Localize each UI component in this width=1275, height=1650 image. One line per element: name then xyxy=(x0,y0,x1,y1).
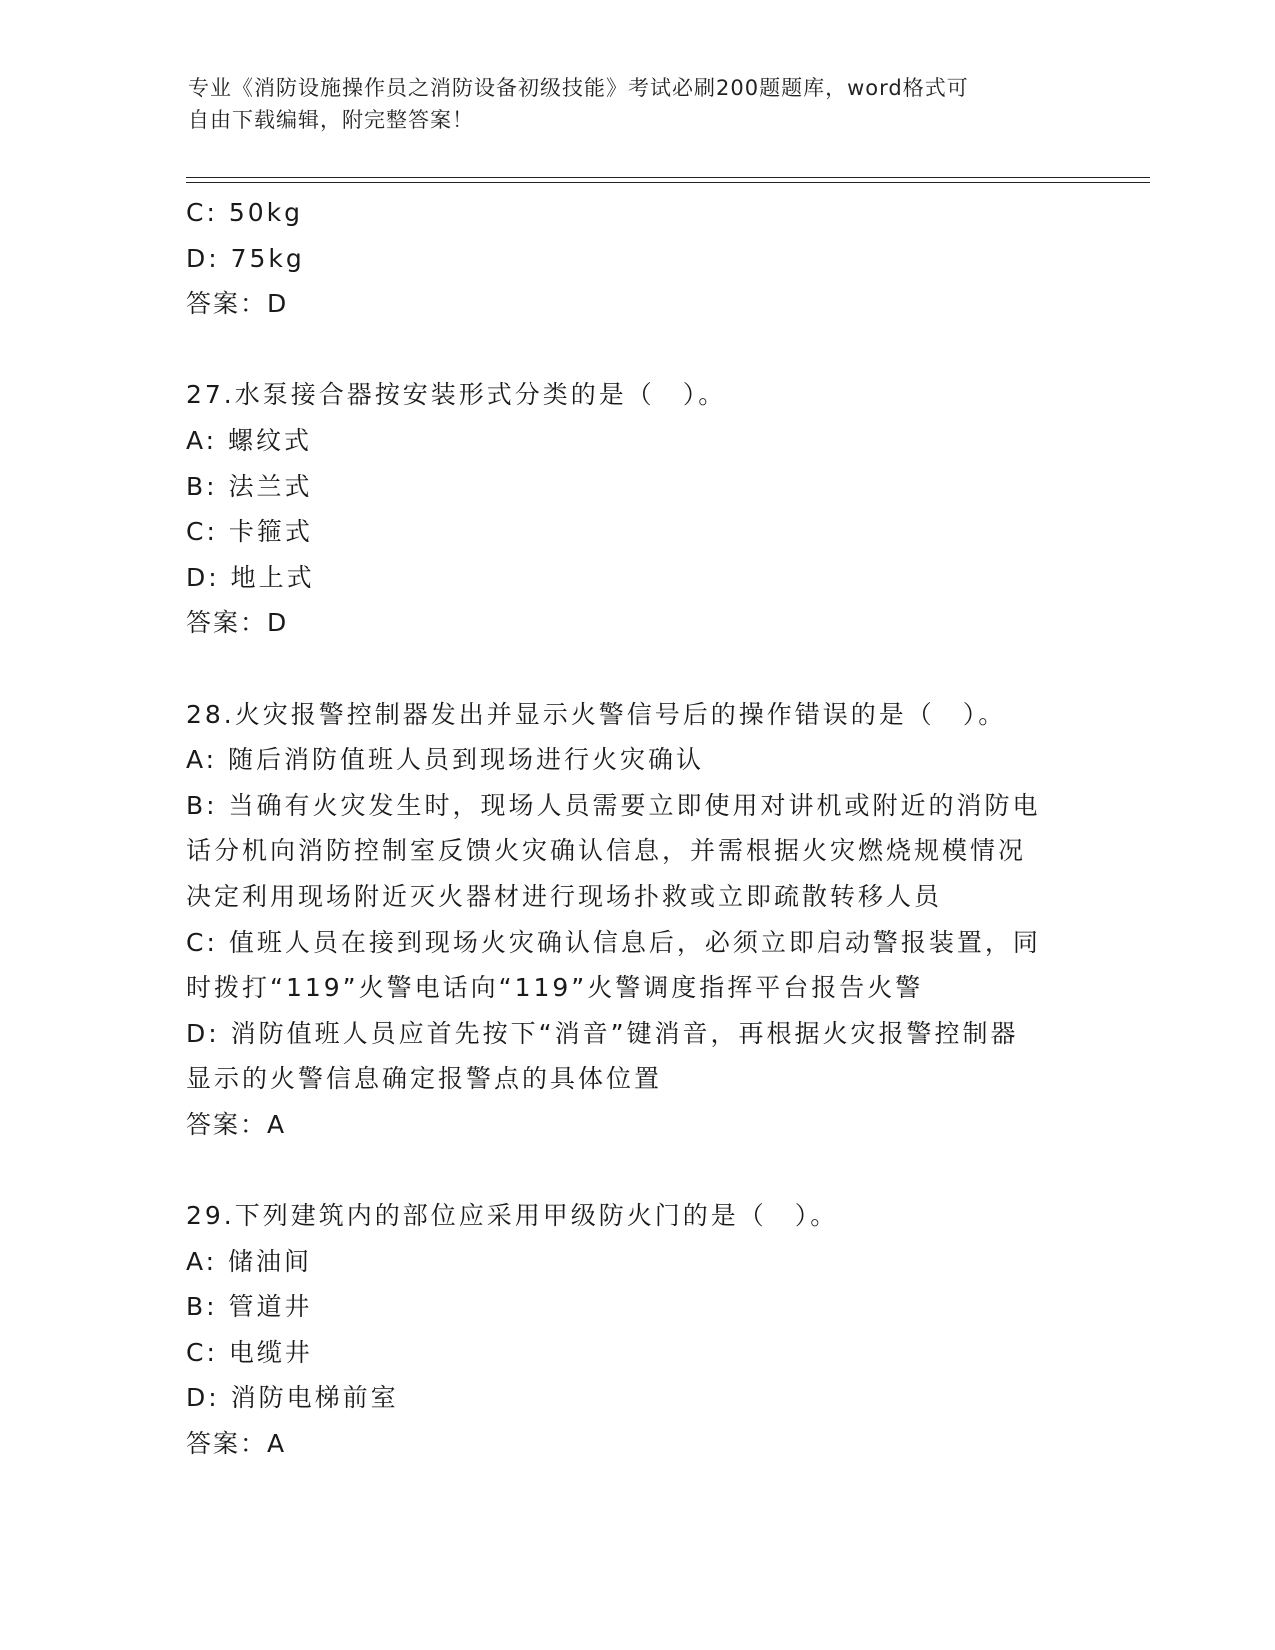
answer: 答案：D xyxy=(186,289,289,319)
answer: 答案：D xyxy=(186,608,289,638)
answer: 答案：A xyxy=(186,1109,287,1139)
option-a: A: 螺纹式 xyxy=(186,425,313,455)
option-c-line-1: C: 值班人员在接到现场火灾确认信息后，必须立即启动警报装置，同 xyxy=(186,927,1041,957)
document-header xyxy=(188,72,1068,136)
option-d: D: 消防电梯前室 xyxy=(186,1383,399,1413)
question-26-tail xyxy=(186,190,1086,327)
option-b-line-1: B: 当确有火灾发生时，现场人员需要立即使用对讲机或附近的消防电 xyxy=(186,790,1041,820)
option-d-line-1: D: 消防值班人员应首先按下“消音”键消音，再根据火灾报警控制器 xyxy=(186,1018,1019,1048)
spacer xyxy=(186,1147,1086,1193)
question-stem: 27.水泵接合器按安装形式分类的是（ ）。 xyxy=(186,380,727,410)
question-29 xyxy=(186,1193,1086,1467)
spacer xyxy=(186,327,1086,373)
header-divider-bottom xyxy=(186,182,1150,183)
question-stem: 29.下列建筑内的部位应采用甲级防火门的是（ ）。 xyxy=(186,1201,839,1231)
option-b-line-2: 话分机向消防控制室反馈火灾确认信息，并需根据火灾燃烧规模情况 xyxy=(186,836,1027,866)
option-c-line-2: 时拨打“119”火警电话向“119”火警调度指挥平台报告火警 xyxy=(186,973,924,1003)
header-line-2: 自由下载编辑，附完整答案！ xyxy=(188,108,474,132)
option-d: D: 75kg xyxy=(186,243,305,273)
option-a: A: 储油间 xyxy=(186,1246,313,1276)
header-line-1: 专业《消防设施操作员之消防设备初级技能》考试必刷200题题库，word格式可 xyxy=(188,76,969,100)
option-d: D: 地上式 xyxy=(186,562,315,592)
question-27 xyxy=(186,372,1086,646)
option-c: C: 电缆井 xyxy=(186,1337,313,1367)
option-b-line-3: 决定利用现场附近灭火器材进行现场扑救或立即疏散转移人员 xyxy=(186,881,943,911)
question-stem: 28.火灾报警控制器发出并显示火警信号后的操作错误的是（ ）。 xyxy=(186,699,1007,729)
option-c: C: 卡箍式 xyxy=(186,517,313,547)
spacer xyxy=(186,646,1086,692)
option-b: B: 管道井 xyxy=(186,1292,313,1322)
question-28 xyxy=(186,692,1086,1148)
answer: 答案：A xyxy=(186,1429,287,1459)
option-c: C: 50kg xyxy=(186,198,303,227)
option-d-line-2: 显示的火警信息确定报警点的具体位置 xyxy=(186,1064,663,1094)
header-divider-top xyxy=(186,177,1150,178)
option-b: B: 法兰式 xyxy=(186,471,313,501)
question-list xyxy=(186,190,1086,1467)
option-a: A: 随后消防值班人员到现场进行火灾确认 xyxy=(186,745,705,775)
